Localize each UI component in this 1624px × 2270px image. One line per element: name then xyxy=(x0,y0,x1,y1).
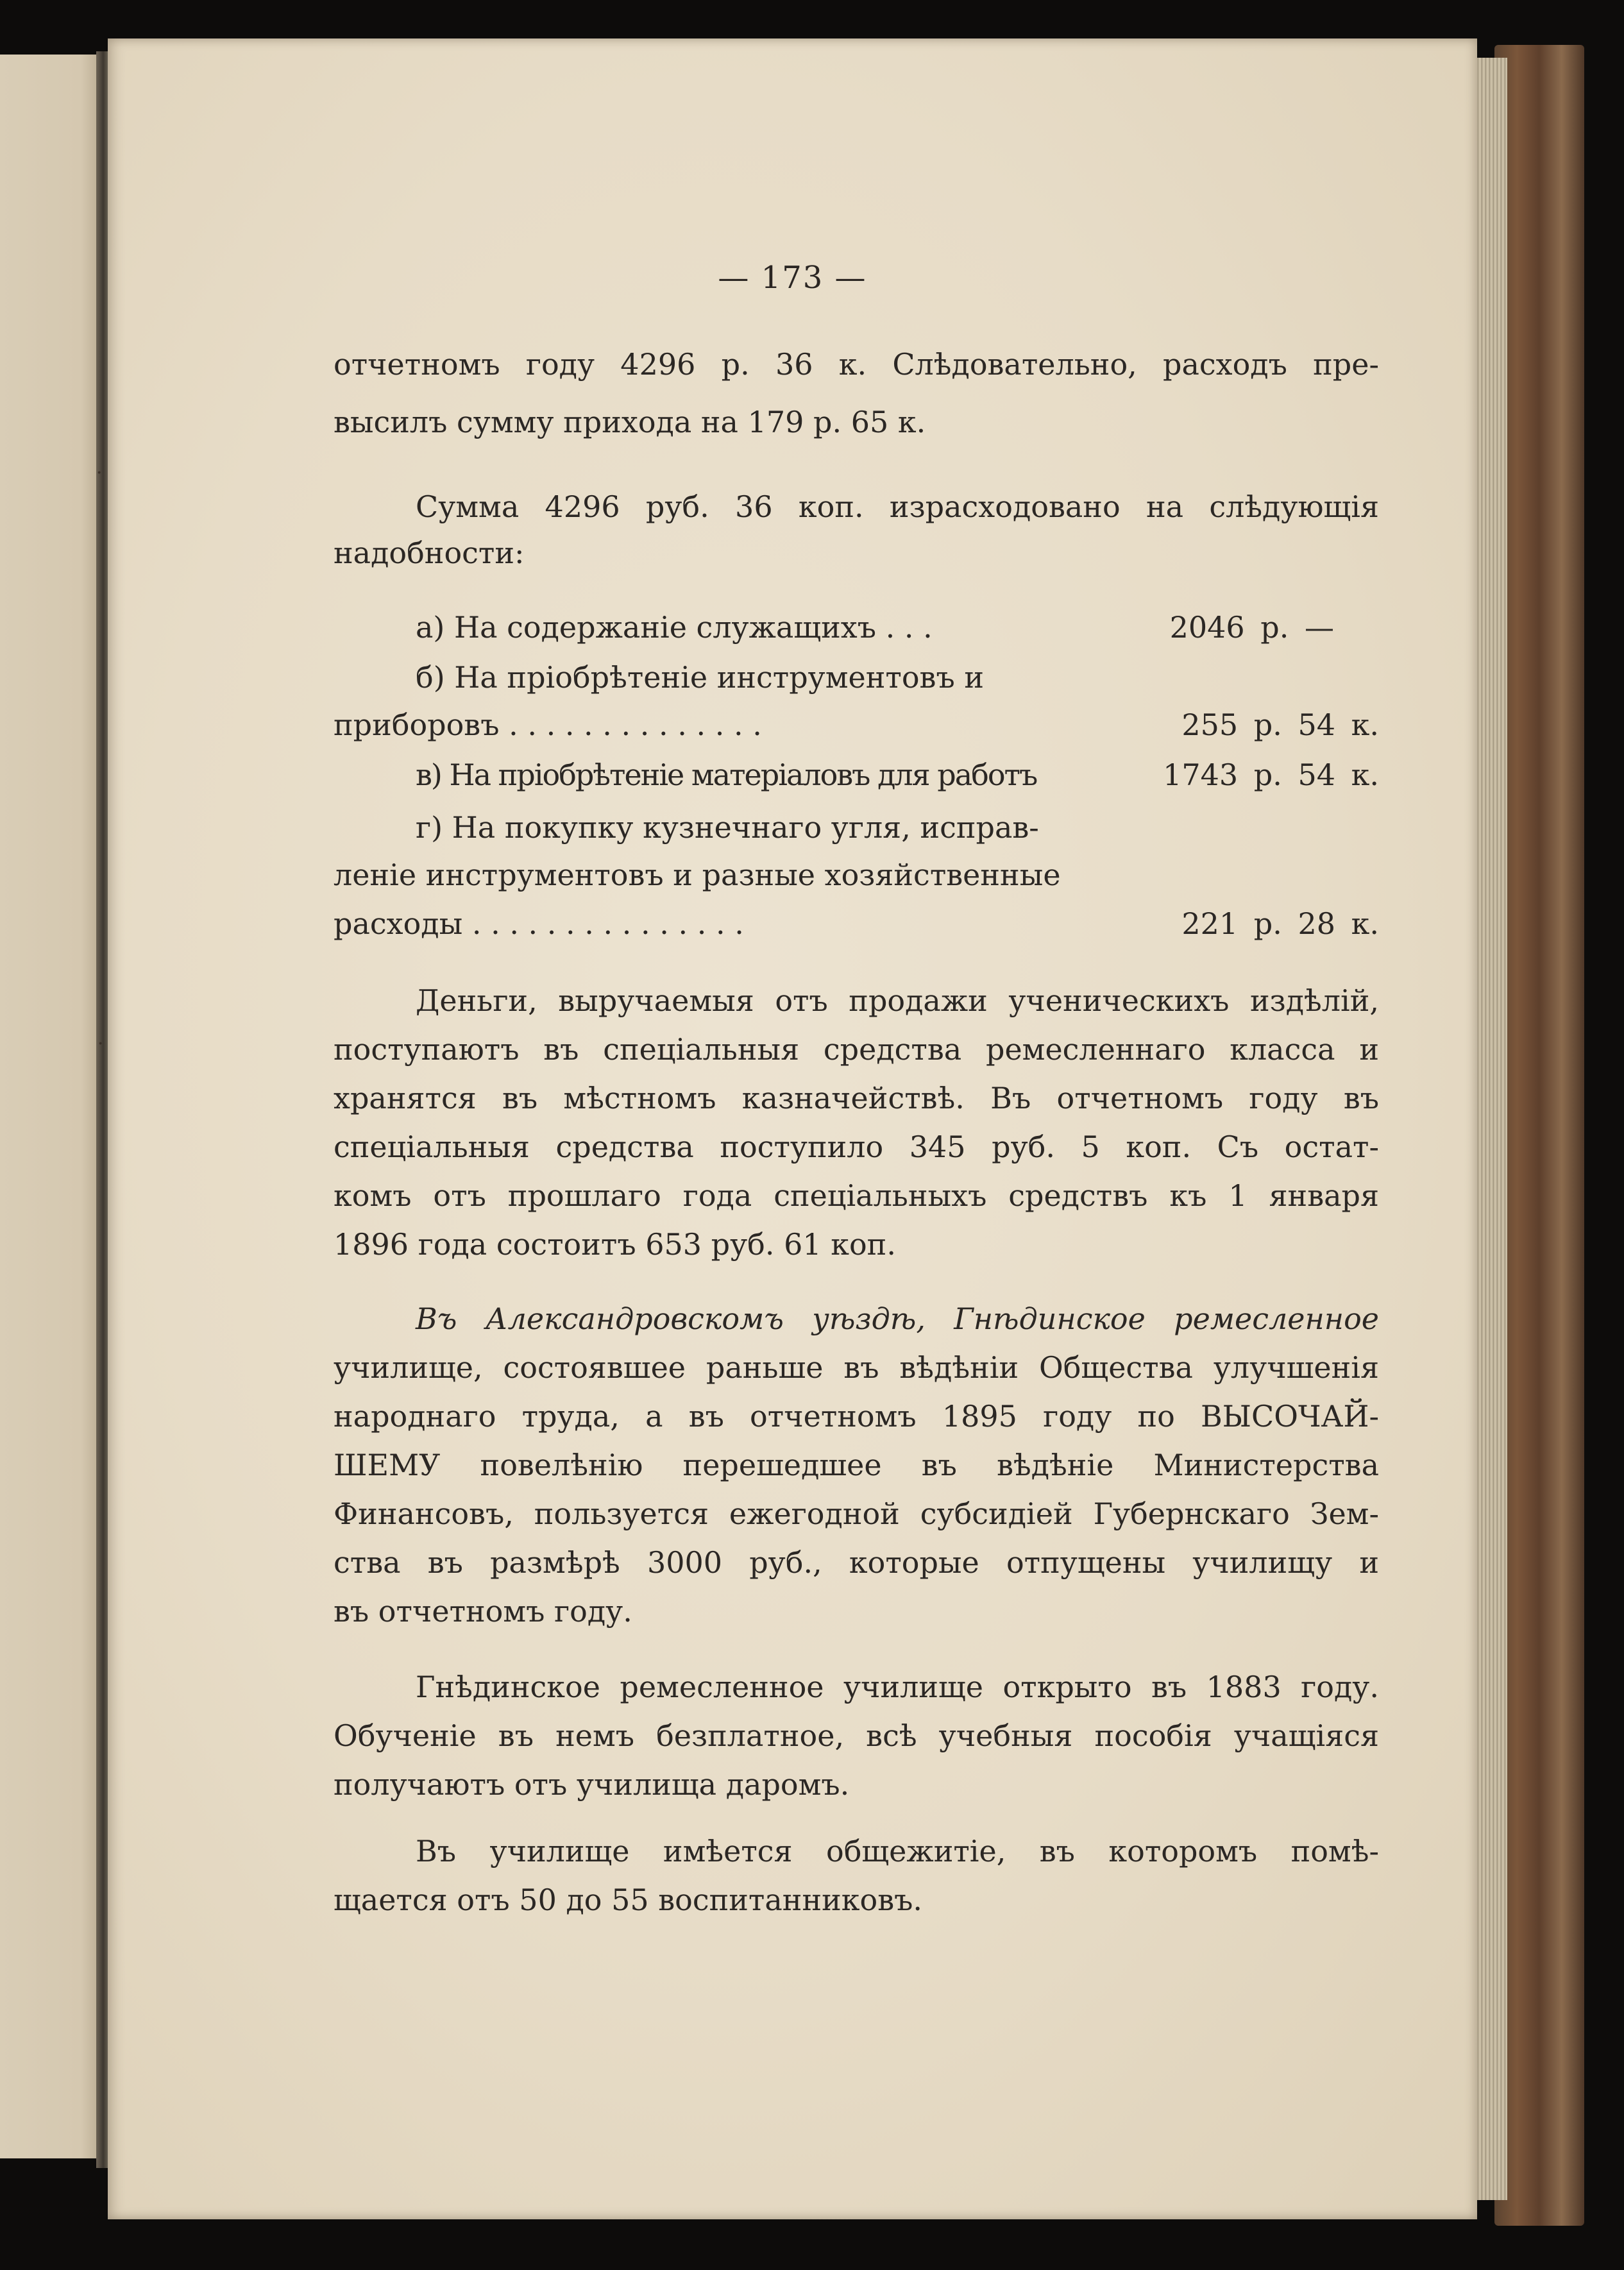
expense-amount: 1743 р. 54 к. xyxy=(1163,758,1379,792)
margin-mark: · xyxy=(97,1033,104,1055)
expense-label: г) На покупку кузнечнаго угля, исправ- xyxy=(416,810,1039,845)
text-line: отчетномъ году 4296 р. 36 к. Слѣдовательно, расходъ пре- xyxy=(334,347,1379,382)
previous-page-edge xyxy=(0,55,103,2158)
expense-row xyxy=(334,658,1379,697)
expense-row xyxy=(334,808,1379,847)
text-line: высилъ сумму прихода на 179 р. 65 к. xyxy=(334,405,926,439)
expense-row xyxy=(334,608,1379,647)
expense-row xyxy=(334,904,1379,943)
text-line: 1896 года состоитъ 653 руб. 61 коп. xyxy=(334,1227,896,1262)
expense-label: расходы . . . . . . . . . . . . . . . xyxy=(334,906,744,941)
text-line: поступаютъ въ спеціальныя средства ремесленнаго класса и xyxy=(334,1032,1379,1067)
text-line: ства въ размѣрѣ 3000 руб., которые отпущены училищу и xyxy=(334,1545,1379,1580)
text-line: въ отчетномъ году. xyxy=(334,1594,632,1629)
text-line: Финансовъ, пользуется ежегодной субсидіей Губернскаго Зем- xyxy=(334,1496,1379,1531)
text-line: Сумма 4296 руб. 36 коп. израсходовано на слѣдующія xyxy=(416,489,1379,524)
expense-row xyxy=(334,756,1379,794)
text-line: Въ училище имѣется общежитіе, въ которомъ помѣ- xyxy=(416,1834,1379,1868)
expense-row xyxy=(334,856,1379,894)
text-line: щается отъ 50 до 55 воспитанниковъ. xyxy=(334,1883,923,1917)
text-line: Деньги, выручаемыя отъ продажи ученическихъ издѣлій, xyxy=(416,983,1379,1018)
text-line: Гнѣдинское ремесленное училище открыто въ 1883 году. xyxy=(416,1670,1379,1704)
text-line: хранятся въ мѣстномъ казначействѣ. Въ отчетномъ году въ xyxy=(334,1081,1379,1115)
expense-row xyxy=(334,706,1379,744)
text-line: надобности: xyxy=(334,536,525,570)
expense-label: в) На пріобрѣтеніе матеріаловъ для работъ xyxy=(416,758,1037,792)
expense-amount: 255 р. 54 к. xyxy=(1181,707,1379,742)
expense-label: леніе инструментовъ и разные хозяйственные xyxy=(334,858,1061,892)
book-cover-edge xyxy=(1494,45,1584,2226)
page-number: — 173 — xyxy=(718,260,867,296)
book-page xyxy=(96,38,1477,2219)
text-line: Обученіе въ немъ безплатное, всѣ учебныя пособія учащіяся xyxy=(334,1718,1379,1753)
expense-label: приборовъ . . . . . . . . . . . . . . xyxy=(334,707,762,742)
expense-amount: 221 р. 28 к. xyxy=(1181,906,1379,941)
text-line: ШЕМУ повелѣнію перешедшее въ вѣдѣніе Министерства xyxy=(334,1448,1379,1482)
text-line: Въ Александровскомъ уѣздѣ, Гнѣдинское ремесленное xyxy=(416,1301,1379,1336)
text-line: народнаго труда, а въ отчетномъ 1895 году по ВЫСОЧАЙ- xyxy=(334,1399,1379,1434)
margin-mark: · xyxy=(96,462,103,484)
expense-amount: 2046 р. — xyxy=(1169,610,1334,645)
text-line: комъ отъ прошлаго года спеціальныхъ средствъ къ 1 января xyxy=(334,1178,1379,1213)
text-line: училище, состоявшее раньше въ вѣдѣніи Общества улучшенія xyxy=(334,1350,1379,1385)
expense-label: а) На содержаніе служащихъ . . . xyxy=(416,610,933,645)
text-line: получаютъ отъ училища даромъ. xyxy=(334,1767,850,1802)
expense-label: б) На пріобрѣтеніе инструментовъ и xyxy=(416,660,984,695)
text-line: спеціальныя средства поступило 345 руб. 5 коп. Съ остат- xyxy=(334,1130,1379,1164)
